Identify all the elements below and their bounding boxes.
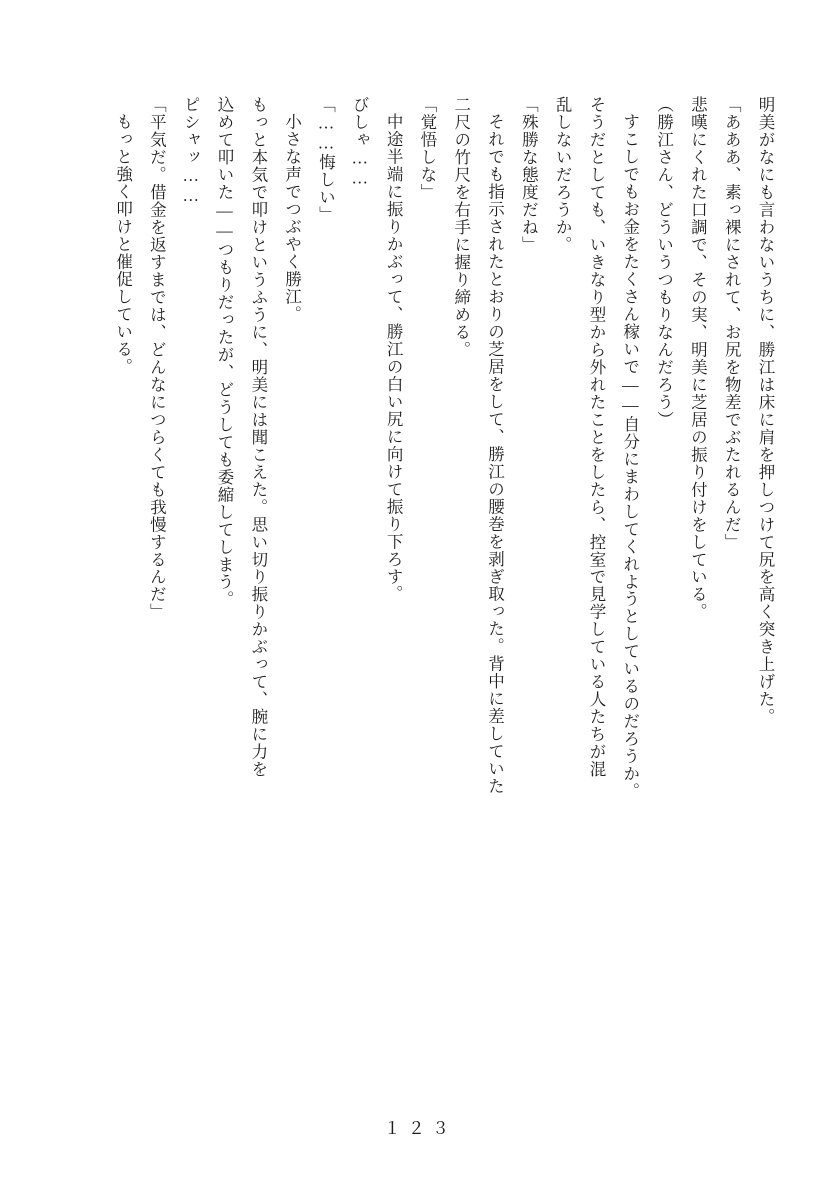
text-line: もっと本気で叩けというふうに、明美には聞こえた。思い切り振りかぶって、腕に力を [248, 96, 268, 779]
text-line: もっと強く叩けと催促している。 [113, 112, 133, 375]
text-line: 乱しないだろうか。 [553, 96, 573, 254]
text-line: 小さな声でつぶやく勝江。 [282, 112, 302, 323]
text-line: 「平気だ。借金を返すまでは、どんなにつらくても我慢するんだ」 [147, 96, 167, 621]
text-line: びしゃ…… [350, 96, 370, 189]
text-line: それでも指示されたとおりの芝居をして、勝江の腰巻を剥ぎ取った。背中に差していた [485, 112, 505, 795]
text-line: ピシャッ…… [181, 96, 201, 206]
text-line: 「覚悟しな」 [417, 96, 437, 201]
text-line: 「殊勝な態度だね」 [519, 96, 539, 254]
text-line: 「あああ、素っ裸にされて、お尻を物差でぶたれるんだ」 [722, 96, 742, 551]
text-line: 中途半端に振りかぶって、勝江の白い尻に向けて振り下ろす。 [384, 112, 404, 603]
text-line: 悲嘆にくれた口調で、その実、明美に芝居の振り付けをしている。 [688, 96, 708, 621]
text-line: 明美がなにも言わないうちに、勝江は床に肩を押しつけて尻を高く突き上げた。 [756, 96, 775, 726]
text-line: すこしでもお金をたくさん稼いで——自分にまわしてくれようとしているのだろうか。 [620, 112, 640, 800]
text-line: 「……悔しい」 [316, 96, 336, 224]
text-line: そうだとしても、いきなり型から外れたことをしたら、控室で見学している人たちが混 [586, 96, 606, 779]
text-line: 二尺の竹尺を右手に握り締める。 [451, 96, 471, 359]
text-line: 込めて叩いた——つもりだったが、どうしても委縮してしまう。 [215, 96, 234, 609]
page-number: １２３ [383, 1119, 457, 1138]
vertical-text-body [62, 96, 782, 1046]
text-line: （勝江さん、どういうつもりなんだろう） [654, 96, 674, 429]
